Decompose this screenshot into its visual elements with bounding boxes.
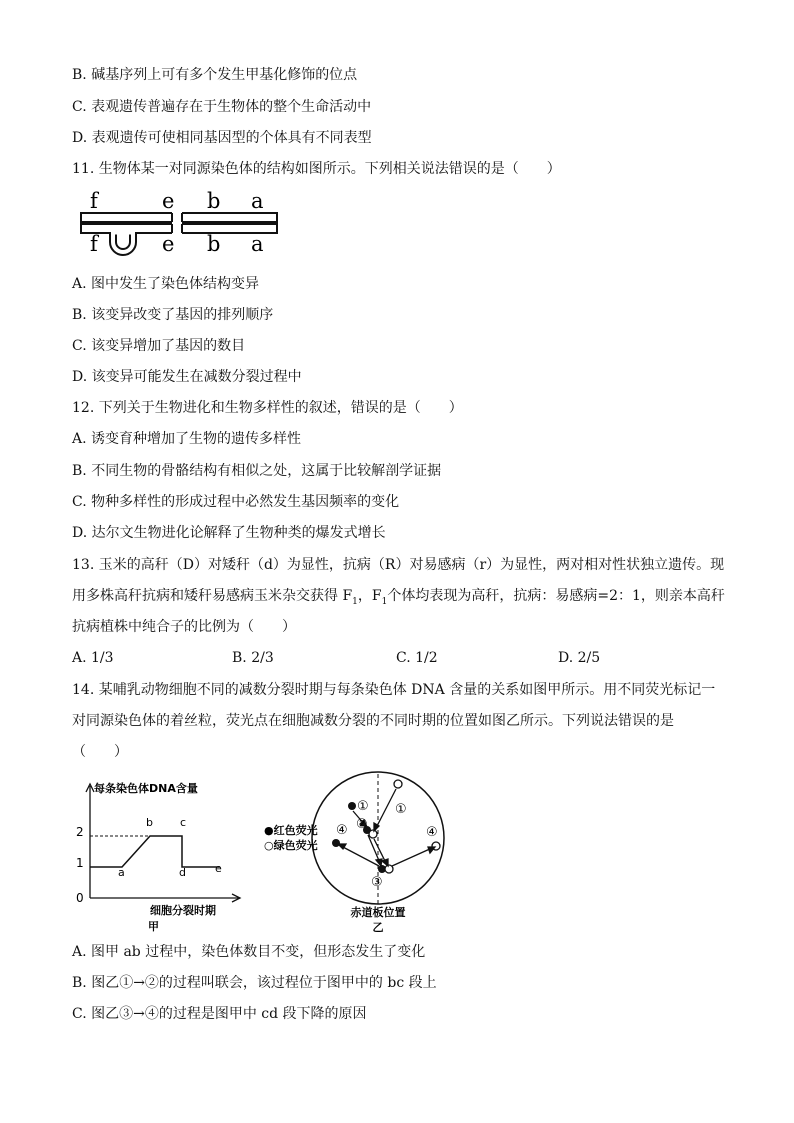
bottom-label-b: b bbox=[207, 232, 221, 256]
marker-4-red: ④ bbox=[336, 823, 348, 838]
q10-option-c: C. 表观遗传普遍存在于生物体的整个生命活动中 bbox=[72, 99, 372, 115]
q14-stem-line2: 对同源染色体的着丝粒，荧光点在细胞减数分裂的不同时期的位置如图乙所示。下列说法错误的是 bbox=[72, 713, 674, 729]
point-label-d: d bbox=[179, 866, 186, 879]
red-dot-position-1 bbox=[348, 802, 356, 810]
chart-xlabel: 细胞分裂时期 bbox=[150, 904, 216, 917]
point-label-b: b bbox=[146, 816, 153, 829]
legend-red-fluorescence: ●红色荧光 bbox=[264, 824, 318, 837]
q13-line2-sub1: 1 bbox=[352, 596, 358, 607]
top-label-e: e bbox=[162, 189, 175, 213]
marker-1-red: ① bbox=[357, 799, 369, 814]
q13-line2-part3: 个体均表现为高秆，抗病：易感病=2：1，则亲本高秆 bbox=[387, 588, 725, 604]
green-dot-position-1 bbox=[394, 780, 402, 788]
bottom-label-a: a bbox=[251, 232, 264, 256]
q13-options bbox=[72, 648, 732, 668]
arrow-green-1-to-2 bbox=[376, 789, 396, 828]
q11-option-d: D. 该变异可能发生在减数分裂过程中 bbox=[72, 369, 302, 385]
y-tick-2: 2 bbox=[76, 825, 84, 839]
q11-stem: 11. 生物体某一对同源染色体的结构如图所示。下列相关说法错误的是（ ） bbox=[72, 161, 561, 177]
q13-option-a: A. 1/3 bbox=[72, 650, 114, 666]
top-label-b: b bbox=[207, 189, 221, 213]
dna-content-line bbox=[90, 836, 220, 867]
q13-option-b: B. 2/3 bbox=[232, 650, 274, 666]
top-label-a: a bbox=[251, 189, 264, 213]
q13-line2-sub2: 1 bbox=[381, 596, 388, 607]
q10-option-b: B. 碱基序列上可有多个发生甲基化修饰的位点 bbox=[72, 67, 358, 83]
bottom-label-e: e bbox=[162, 232, 175, 256]
q12-option-a: A. 诱变育种增加了生物的遗传多样性 bbox=[72, 431, 302, 447]
q11-option-b: B. 该变异改变了基因的排列顺序 bbox=[72, 307, 274, 323]
q13-option-d: D. 2/5 bbox=[558, 650, 601, 666]
q13-stem-line2 bbox=[72, 586, 725, 612]
chart-ylabel: 每条染色体DNA含量 bbox=[94, 782, 198, 795]
marker-3: ③ bbox=[371, 875, 383, 890]
q12-option-b: B. 不同生物的骨骼结构有相似之处，这属于比较解剖学证据 bbox=[72, 463, 442, 479]
q12-stem: 12. 下列关于生物进化和生物多样性的叙述，错误的是（ ） bbox=[72, 400, 463, 416]
chromosome-figure bbox=[78, 186, 288, 256]
figure-jia-chart bbox=[72, 776, 252, 936]
q13-line2-part2: ，F bbox=[357, 588, 382, 604]
marker-4-green: ④ bbox=[426, 825, 438, 840]
q10-option-d: D. 表观遗传可使相同基因型的个体具有不同表型 bbox=[72, 130, 372, 146]
point-label-e: e bbox=[215, 862, 222, 875]
arrow-green-3-to-4 bbox=[392, 848, 432, 866]
red-dot-position-4 bbox=[332, 839, 340, 847]
arrow-head-icon bbox=[382, 859, 388, 866]
q12-option-c: C. 物种多样性的形成过程中必然发生基因频率的变化 bbox=[72, 494, 400, 510]
y-tick-0: 0 bbox=[76, 891, 84, 905]
green-dot-position-3 bbox=[385, 865, 393, 873]
legend-green-fluorescence: ○绿色荧光 bbox=[264, 839, 318, 852]
q14-stem-line3: （ ） bbox=[72, 744, 128, 760]
q13-stem-line1: 13. 玉米的高秆（D）对矮秆（d）为显性，抗病（R）对易感病（r）为显性，两对相对性状独立遗传。现 bbox=[72, 557, 725, 573]
q11-option-a: A. 图中发生了染色体结构变异 bbox=[72, 276, 260, 292]
q13-line2-part1: 用多株高秆抗病和矮秆易感病玉米杂交获得 F bbox=[72, 588, 353, 604]
q14-option-c: C. 图乙③→④的过程是图甲中 cd 段下降的原因 bbox=[72, 1006, 367, 1022]
bottom-label-f: f bbox=[90, 232, 98, 256]
q12-option-d: D. 达尔文生物进化论解释了生物种类的爆发式增长 bbox=[72, 525, 386, 541]
y-tick-1: 1 bbox=[76, 856, 84, 870]
q13-option-c: C. 1/2 bbox=[396, 650, 438, 666]
q11-option-c: C. 该变异增加了基因的数目 bbox=[72, 338, 246, 354]
point-label-a: a bbox=[118, 866, 125, 879]
q14-option-a: A. 图甲 ab 过程中，染色体数目不变，但形态发生了变化 bbox=[72, 944, 426, 960]
equatorial-plate-caption: 赤道板位置 bbox=[350, 906, 406, 919]
q14-option-b: B. 图乙①→②的过程叫联会，该过程位于图甲中的 bc 段上 bbox=[72, 975, 437, 991]
point-label-c: c bbox=[180, 816, 187, 829]
figure-yi-diagram bbox=[258, 770, 478, 940]
chart-caption: 甲 bbox=[148, 920, 159, 933]
figure-yi-caption: 乙 bbox=[372, 921, 384, 934]
q14-stem-line1: 14. 某哺乳动物细胞不同的减数分裂时期与每条染色体 DNA 含量的关系如图甲所示。用不同荧光标记一 bbox=[72, 682, 716, 698]
top-label-f: f bbox=[90, 189, 98, 213]
q13-stem-line3: 抗病植株中纯合子的比例为（ ） bbox=[72, 619, 296, 635]
marker-2: ② bbox=[356, 817, 368, 832]
green-dot-position-2 bbox=[369, 830, 377, 838]
marker-1-green: ① bbox=[395, 802, 407, 817]
